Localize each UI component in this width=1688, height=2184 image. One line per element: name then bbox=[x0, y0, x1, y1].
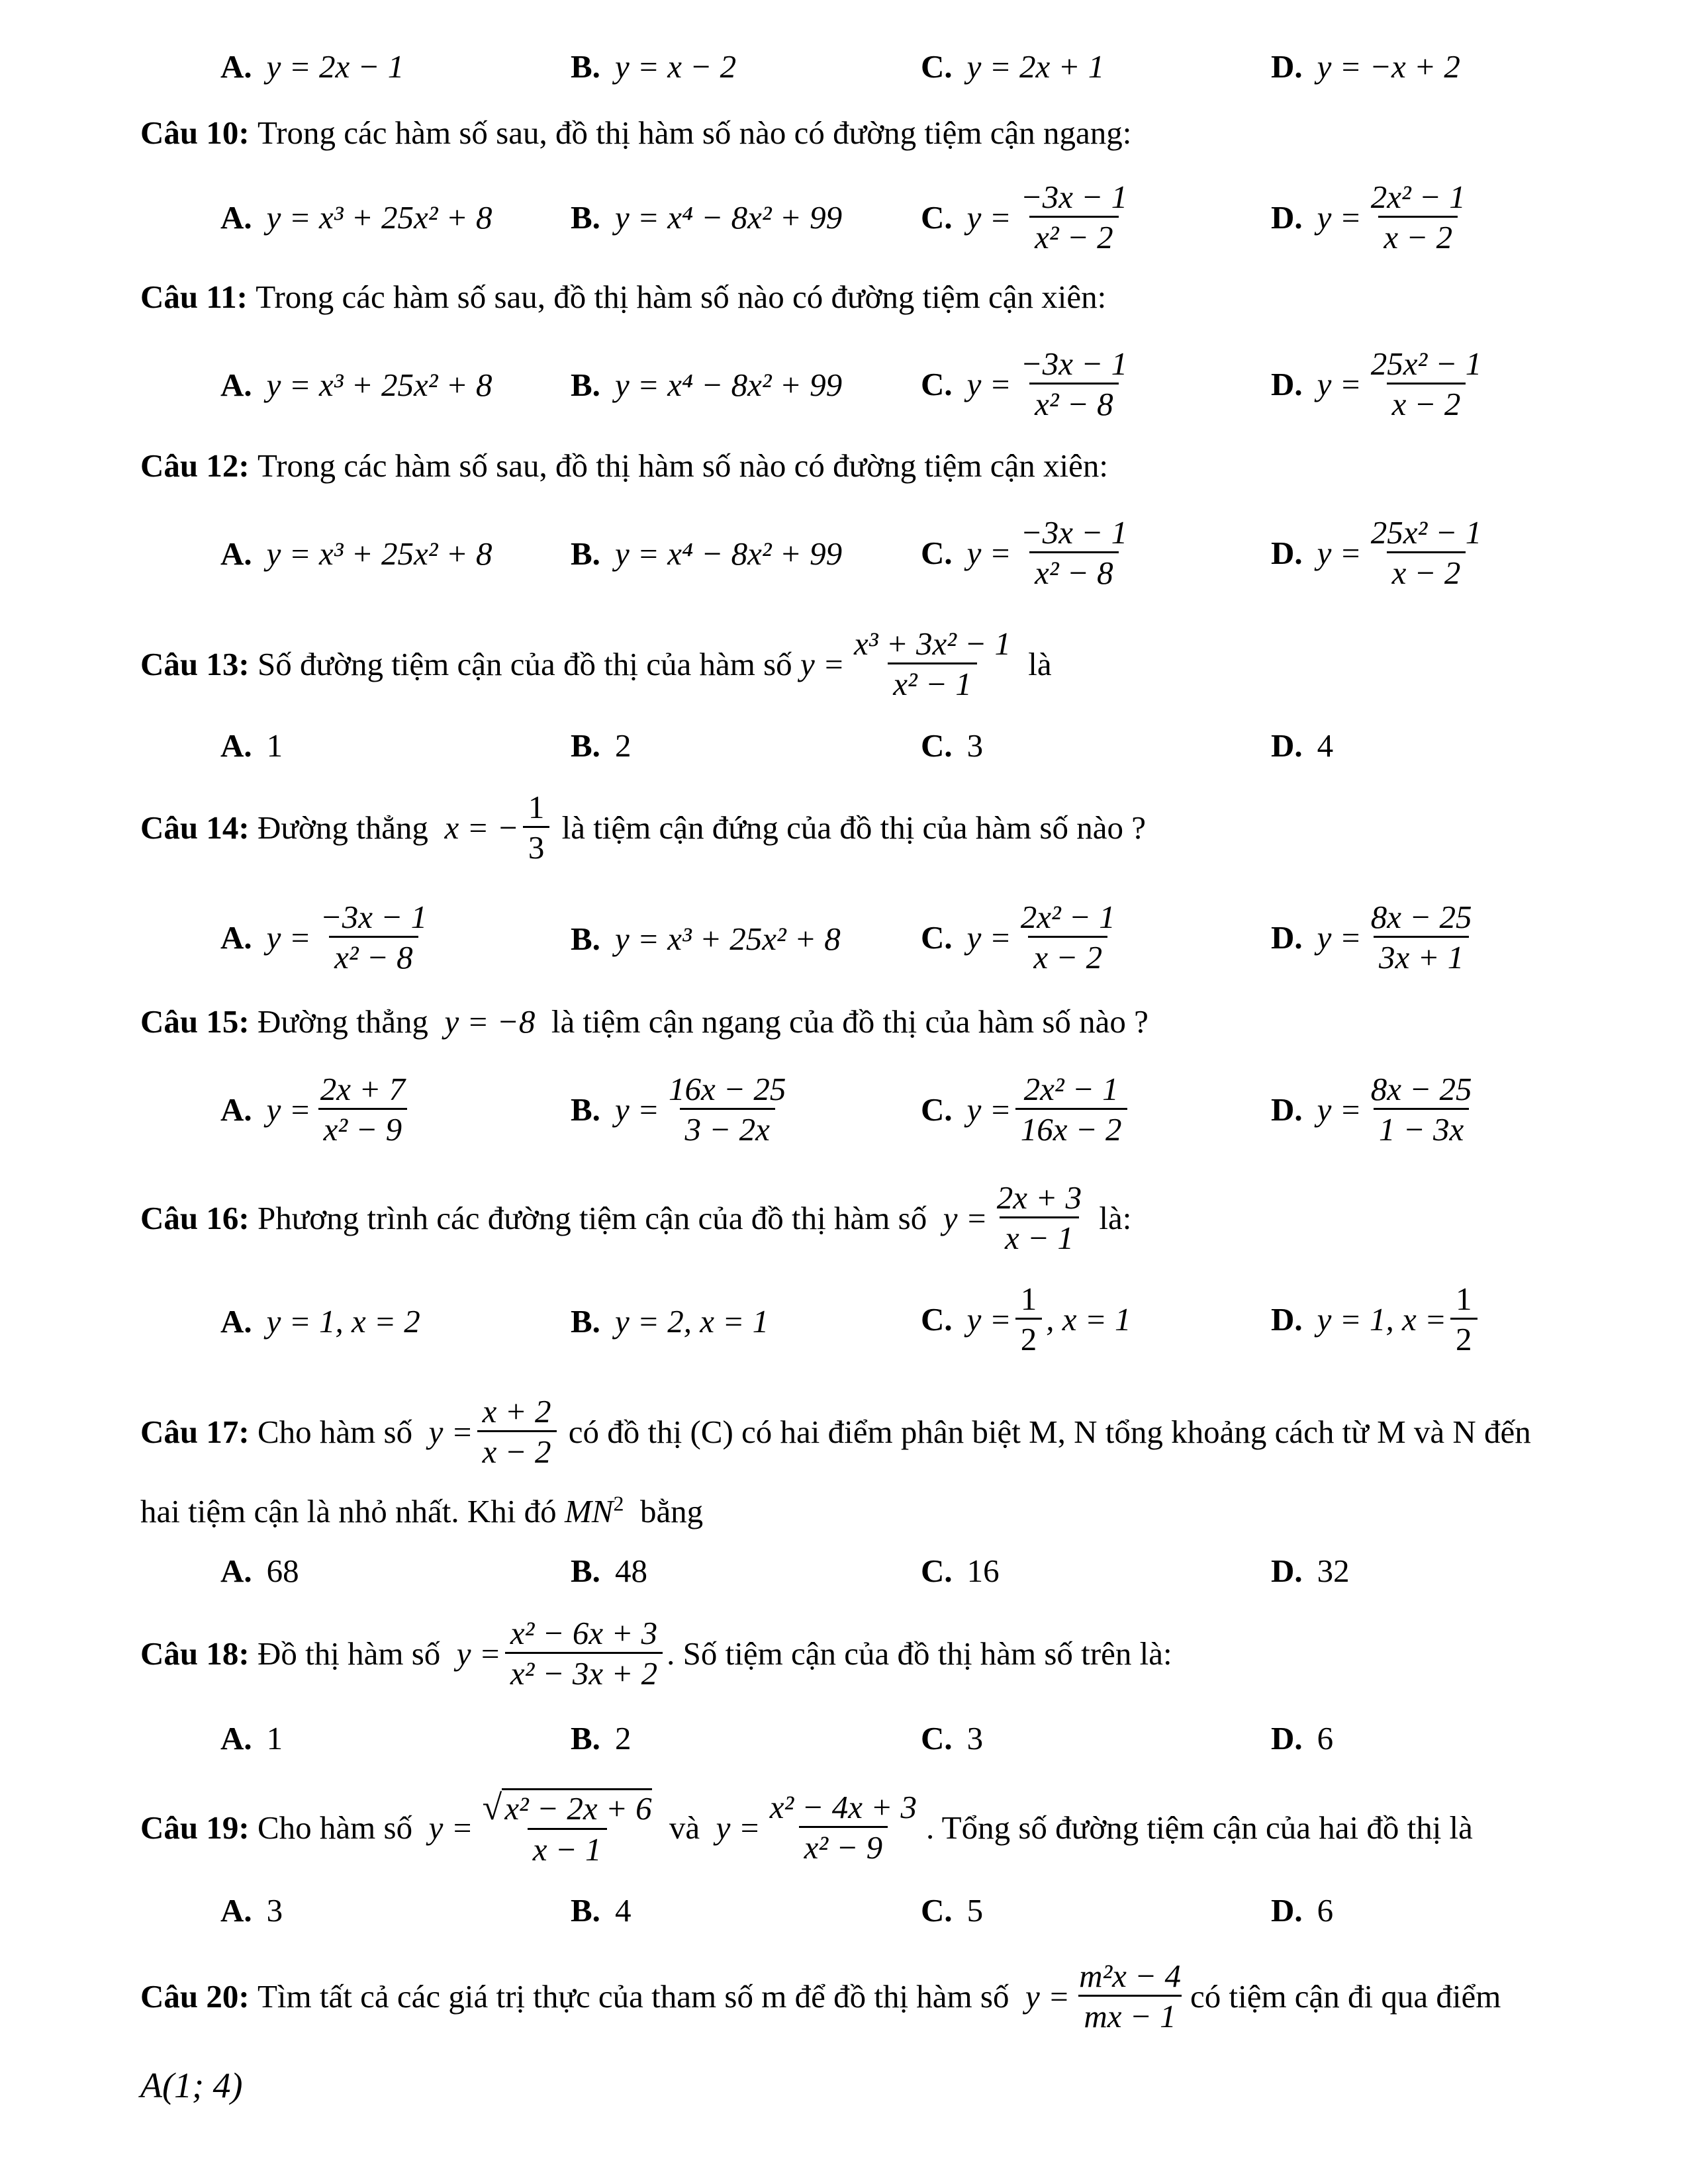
question-20: Câu 20: Tìm tất cả các giá trị thực của tham số m để đồ thị hàm số y = $\frac{\text{m²x − 4}}{mx - 1}$ có tiệm cận đi qua điểm bbox=[140, 1958, 1501, 2035]
q19-option-a: A. 3 bbox=[220, 1892, 283, 1929]
q14-option-c: C. y = $\frac{\text{2x² − 1}}{x - 2}$ bbox=[921, 899, 1115, 976]
q16-option-b: B. y = 2, x = 1 bbox=[571, 1303, 769, 1340]
q11-option-a: A. y = x³ + 25x² + 8 bbox=[220, 367, 492, 403]
q11-option-c: C. y = $\frac{-3x - 1}{\text{x² − 8}}$ bbox=[921, 345, 1128, 423]
q18-option-a: A. 1 bbox=[220, 1720, 283, 1756]
q13-option-d: D. 4 bbox=[1271, 727, 1334, 764]
q16-option-d: D. y = 1, x = $\frac{1}{2}$ bbox=[1271, 1281, 1481, 1359]
option-c: C. y = 2x + 1 bbox=[921, 48, 1105, 85]
q16-option-a: A. y = 1, x = 2 bbox=[220, 1303, 420, 1340]
q19-option-c: C. 5 bbox=[921, 1892, 984, 1929]
question-19: Câu 19: Cho hàm số y = $\frac{\text{√x² − 2x + 6}}{x - 1}$ và y = $\frac{\text{x² − 4x + 3}}{\text{x² − 9}}$ . Tổng số đường tiệm cận của hai đồ thị là bbox=[140, 1788, 1473, 1868]
q11-option-d: D. y = $\frac{\text{25x² − 1}}{x - 2}$ bbox=[1271, 345, 1482, 423]
q15-option-a: A. y = $\frac{2x + 7}{\text{x² − 9}}$ bbox=[220, 1071, 414, 1149]
q19-option-b: B. 4 bbox=[571, 1892, 632, 1929]
q17-option-c: C. 16 bbox=[921, 1553, 1000, 1589]
q10-option-b: B. y = x⁴ − 8x² + 99 bbox=[571, 199, 843, 236]
q15-option-c: C. y = $\frac{\text{2x² − 1}}{16x - 2}$ bbox=[921, 1071, 1131, 1149]
question-18: Câu 18: Đồ thị hàm số y = $\frac{\text{x² − 6x + 3}}{\text{x² − 3x + 2}}$ . Số tiệm cận của đồ thị hàm số trên là: bbox=[140, 1615, 1172, 1692]
q13-option-a: A. 1 bbox=[220, 727, 283, 764]
q17-option-a: A. 68 bbox=[220, 1553, 299, 1589]
q12-option-a: A. y = x³ + 25x² + 8 bbox=[220, 535, 492, 572]
option-d: D. y = −x + 2 bbox=[1271, 48, 1460, 85]
question-12: Câu 12: Trong các hàm số sau, đồ thị hàm số nào có đường tiệm cận xiên: bbox=[140, 447, 1108, 484]
q18-option-b: B. 2 bbox=[571, 1720, 632, 1756]
q14-option-a: A. y = $\frac{-3x - 1}{\text{x² − 8}}$ bbox=[220, 899, 428, 976]
q16-option-c: C. y = $\frac{1}{2}$ , x = 1 bbox=[921, 1281, 1131, 1358]
q17-option-d: D. 32 bbox=[1271, 1553, 1350, 1589]
question-17-line-2: hai tiệm cận là nhỏ nhất. Khi đó $MN^2$ bằng bbox=[140, 1491, 704, 1529]
option-a: A. y = 2x − 1 bbox=[220, 48, 404, 85]
q17-option-b: B. 48 bbox=[571, 1553, 647, 1589]
question-17: Câu 17: Cho hàm số y = $\frac{x + 2}{x - 2}$ có đồ thị (C) có hai điểm phân biệt M, N tổng khoảng cách từ M và N đến bbox=[140, 1393, 1531, 1471]
q10-option-a: A. y = x³ + 25x² + 8 bbox=[220, 199, 492, 236]
q14-option-b: B. y = x³ + 25x² + 8 bbox=[571, 921, 841, 957]
question-10: Câu 10: Trong các hàm số sau, đồ thị hàm số nào có đường tiệm cận ngang: bbox=[140, 114, 1132, 151]
question-13: Câu 13: Số đường tiệm cận của đồ thị của hàm số y = $\frac{\text{x³ + 3x² − 1}}{\text{x² − 1}}$ là bbox=[140, 625, 1052, 703]
question-14: Câu 14: Đường thẳng x = − $\frac{1}{3}$ là tiệm cận đứng của đồ thị của hàm số nào ? bbox=[140, 789, 1146, 866]
q14-option-d: D. y = $\frac{8x - 25}{3x + 1}$ bbox=[1271, 899, 1472, 976]
q12-option-c: C. y = $\frac{-3x - 1}{\text{x² − 8}}$ bbox=[921, 514, 1128, 592]
q10-option-c: C. y = $\frac{-3x - 1}{\text{x² − 2}}$ bbox=[921, 179, 1128, 256]
q15-option-d: D. y = $\frac{8x - 25}{1 - 3x}$ bbox=[1271, 1071, 1472, 1148]
q19-option-d: D. 6 bbox=[1271, 1892, 1334, 1929]
q18-option-d: D. 6 bbox=[1271, 1720, 1334, 1756]
q18-option-c: C. 3 bbox=[921, 1720, 984, 1756]
sqrt-symbol: √ bbox=[482, 1788, 502, 1827]
question-11: Câu 11: Trong các hàm số sau, đồ thị hàm số nào có đường tiệm cận xiên: bbox=[140, 279, 1107, 315]
q15-option-b: B. y = $\frac{16x - 25}{3 - 2x}$ bbox=[571, 1071, 786, 1148]
q12-option-b: B. y = x⁴ − 8x² + 99 bbox=[571, 535, 843, 572]
q11-option-b: B. y = x⁴ − 8x² + 99 bbox=[571, 367, 843, 403]
q12-option-d: D. y = $\frac{\text{25x² − 1}}{x - 2}$ bbox=[1271, 514, 1482, 592]
q13-option-b: B. 2 bbox=[571, 727, 632, 764]
question-15: Câu 15: Đường thẳng y = −8 là tiệm cận ngang của đồ thị của hàm số nào ? bbox=[140, 1003, 1149, 1040]
question-20-point: A(1; 4) bbox=[140, 2066, 243, 2105]
option-b: B. y = x − 2 bbox=[571, 48, 737, 85]
q10-option-d: D. y = $\frac{\text{2x² − 1}}{x - 2}$ bbox=[1271, 179, 1466, 256]
q13-option-c: C. 3 bbox=[921, 727, 984, 764]
question-16: Câu 16: Phương trình các đường tiệm cận của đồ thị hàm số y = $\frac{2x + 3}{x - 1}$ là: bbox=[140, 1179, 1132, 1257]
